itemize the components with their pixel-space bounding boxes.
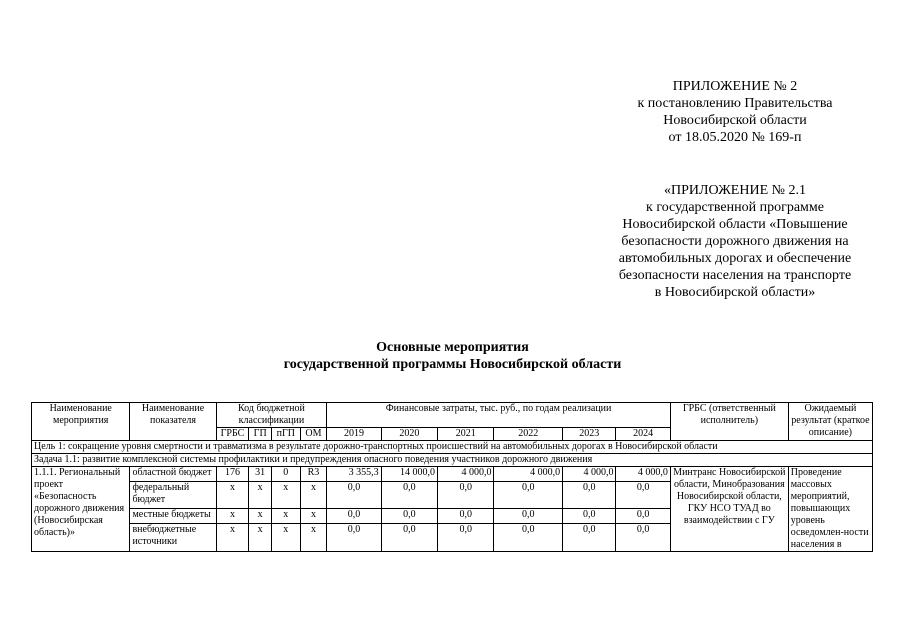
value-cell: 0,0 [438,524,494,552]
header-year: 2022 [494,428,563,441]
appendix1-line: ПРИЛОЖЕНИЕ № 2 [672,79,798,94]
value-cell: 4 000,0 [494,467,563,482]
header-code-pgp: пГП [271,428,300,441]
appendix2-line: автомобильных дорогах и обеспечение [618,251,852,266]
goal-text: Цель 1: сокращение уровня смертности и травматизма в результате дорожно-транспортных происшествий на автомобильных дорогах в Новосибирской области [32,441,873,454]
value-cell: 0,0 [563,481,616,509]
appendix2-line: безопасности дорожного движения на [621,234,849,249]
header-row [32,403,873,428]
header-financing: Финансовые затраты, тыс. руб., по годам реализации [327,403,671,428]
value-cell: 0,0 [381,524,437,552]
code-cell: х [249,509,272,524]
appendix2-line: Новосибирской области «Повышение [622,217,848,232]
indicator-cell: местные бюджеты [130,509,216,524]
appendix-header-1 [620,78,850,146]
value-cell: 0,0 [438,481,494,509]
header-expected-result: Ожидаемый результат (краткое описание) [788,403,872,441]
document-title [0,339,905,373]
events-table [31,402,873,552]
header-code-gp: ГП [249,428,272,441]
appendix2-line: безопасности населения на транспорте [618,268,852,283]
header-year: 2021 [438,428,494,441]
value-cell: 0,0 [494,524,563,552]
code-cell: х [271,509,300,524]
value-cell: 0,0 [563,524,616,552]
indicator-cell: федеральный бюджет [130,481,216,509]
value-cell: 0,0 [494,509,563,524]
value-cell: 0,0 [381,481,437,509]
code-cell: х [300,509,327,524]
appendix1-line: Новосибирской области [663,113,807,128]
code-cell: х [216,524,249,552]
task-row [32,454,873,467]
indicator-cell: областной бюджет [130,467,216,482]
appendix1-line: к постановлению Правительства [637,96,833,111]
code-cell: 31 [249,467,272,482]
header-event-name: Наименование мероприятия [32,403,130,441]
value-cell: 14 000,0 [381,467,437,482]
header-year: 2019 [327,428,381,441]
value-cell: 0,0 [563,509,616,524]
indicator-cell: внебюджетные источники [130,524,216,552]
value-cell: 4 000,0 [616,467,670,482]
appendix2-line: в Новосибирской области» [654,285,816,300]
header-code-grbs: ГРБС [216,428,249,441]
code-cell: 0 [271,467,300,482]
code-cell: х [249,524,272,552]
code-cell: х [271,524,300,552]
value-cell: 0,0 [494,481,563,509]
value-cell: 0,0 [616,524,670,552]
title-line-2: государственной программы Новосибирской области [283,357,622,372]
executor-cell: Минтранс Новосибирской области, Минобразования Новосибирской области, ГКУ НСО ТУАД во взаимодействии с ГУ [670,467,788,552]
code-cell: 176 [216,467,249,482]
expected-result-cell: Проведение массовых мероприятий, повышающих уровень осведомлен-ности населения в [788,467,872,552]
code-cell: х [216,481,249,509]
goal-row [32,441,873,454]
code-cell: R3 [300,467,327,482]
code-cell: х [216,509,249,524]
header-year: 2020 [381,428,437,441]
header-indicator-name: Наименование показателя [130,403,216,441]
code-cell: х [300,481,327,509]
value-cell: 4 000,0 [563,467,616,482]
value-cell: 3 355,3 [327,467,381,482]
appendix1-line: от 18.05.2020 № 169-п [668,130,802,145]
header-year: 2024 [616,428,670,441]
value-cell: 0,0 [327,524,381,552]
appendix2-line: к государственной программе [646,200,824,215]
value-cell: 0,0 [616,481,670,509]
code-cell: х [300,524,327,552]
value-cell: 0,0 [438,509,494,524]
value-cell: 0,0 [616,509,670,524]
header-grbs-executor: ГРБС (ответственный исполнитель) [670,403,788,441]
title-line-1: Основные мероприятия [376,340,529,355]
value-cell: 4 000,0 [438,467,494,482]
code-cell: х [271,481,300,509]
header-code-om: ОМ [300,428,327,441]
code-cell: х [249,481,272,509]
task-text: Задача 1.1: развитие комплексной системы профилактики и предупреждения опасного поведения участников дорожного движения [32,454,873,467]
header-budget-code: Код бюджетной классификации [216,403,327,428]
appendix2-line: «ПРИЛОЖЕНИЕ № 2.1 [664,183,806,198]
event-name-cell: 1.1.1. Региональный проект «Безопасность дорожного движения (Новосибирская область)» [32,467,130,552]
value-cell: 0,0 [327,509,381,524]
value-cell: 0,0 [327,481,381,509]
value-cell: 0,0 [381,509,437,524]
table-row [32,467,873,482]
header-year: 2023 [563,428,616,441]
appendix-header-2 [590,182,880,301]
